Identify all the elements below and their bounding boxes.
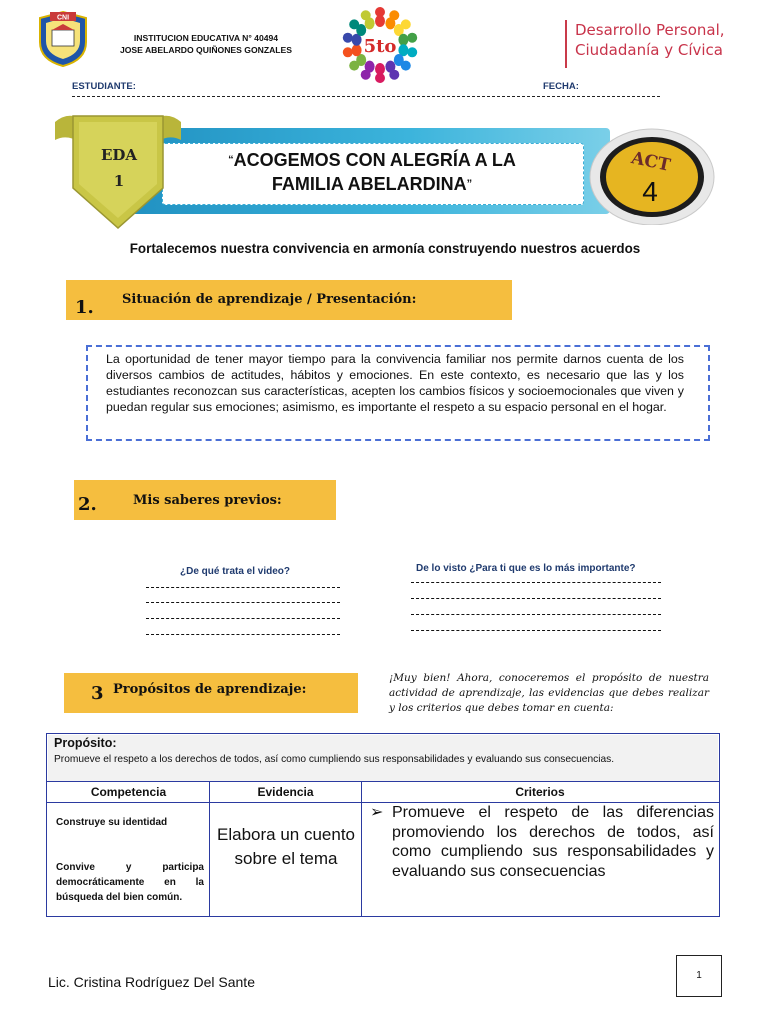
ring-person-body-icon [356,24,366,36]
logo-text: CNI [56,14,70,22]
section2-number: 2. [78,494,97,515]
ring-person-body-icon [365,61,375,73]
school-line-2: JOSE ABELARDO QUIÑONES GONZALES [119,45,293,55]
ring-person-icon [343,47,353,57]
section2-heading: Mis saberes previos: [133,493,282,508]
title-line-2: FAMILIA ABELARDINA [271,174,467,194]
answer-line-right-4[interactable] [411,630,661,632]
answer-line-left-4[interactable] [146,634,340,636]
school-logo [36,10,90,68]
arrow-bullet-icon: ➢ [370,804,384,821]
table-column-divider [361,781,362,917]
section3-number: 3 [91,683,104,704]
ring-person-body-icon [385,61,395,73]
student-fill-line[interactable] [72,96,660,97]
answer-line-right-1[interactable] [411,582,661,584]
ring-person-body-icon [352,44,362,56]
page-number: 1 [676,955,722,997]
title-open-quote: “ [228,154,234,166]
activity-title [165,148,579,196]
ring-person-icon [407,47,417,57]
question-right: De lo visto ¿Para ti que es lo más importante? [416,563,636,574]
section1-number: 1. [75,297,94,318]
act-number: 4 [642,176,658,207]
grade-logo [330,4,430,84]
school-name [96,32,316,56]
section3-note: ¡Muy bien! Ahora, conoceremos el propósito de nuestra actividad de aprendizaje, las evidencias que debes realizar y los criterios que debes tomar en cuenta: [389,672,709,714]
date-label: FECHA: [543,81,579,92]
eda-label [80,142,158,194]
header-criterios: Criterios [515,785,565,799]
answer-line-left-2[interactable] [146,602,340,604]
title-line-1: ACOGEMOS CON ALEGRÍA A LA [233,150,516,170]
header-competencia: Competencia [90,785,167,799]
eda-number: 1 [113,172,125,190]
answer-line-left-1[interactable] [146,587,340,589]
table-divider [46,781,720,782]
ring-person-icon [407,33,417,43]
ring-person-body-icon [375,63,385,75]
section1-heading: Situación de aprendizaje / Presentación: [122,292,417,307]
evidence-text: Elabora un cuento sobre el tema [217,825,355,868]
answer-line-right-3[interactable] [411,614,661,616]
ring-person-body-icon [375,15,385,27]
answer-line-right-2[interactable] [411,598,661,600]
act-badge [588,125,716,225]
title-close-quote: ” [466,178,473,190]
criteria-item [370,803,716,880]
situation-text: La oportunidad de tener mayor tiempo para la convivencia familiar nos permite darnos cuenta de los diversos cambios de actitudes, hábitos y emociones. En este contexto, es necesario que las y los estudiantes reconozcan sus características, acepten los cambios físicos y socioemocionales que viven y puedan regular sus emociones; asimismo, es importante el respeto a su espacio personal en el hogar. [106,352,684,414]
student-label: ESTUDIANTE: [72,81,136,92]
teacher-name: Lic. Cristina Rodríguez Del Sante [48,974,255,990]
subject-line-1: Desarrollo Personal, [575,21,725,39]
answer-line-left-3[interactable] [146,618,340,620]
purpose-label: Propósito: [54,736,117,750]
grade-badge: 5to [363,36,397,57]
ring-person-body-icon [385,17,395,29]
subject-line-2: Ciudadanía y Cívica [575,41,723,59]
criteria-text: Promueve el respeto de las diferencias promoviendo los derechos de todos, así como cumpliendo sus responsabilidades y evaluando sus consecuencias [392,804,714,880]
question-left: ¿De qué trata el video? [180,566,291,577]
table-column-divider [209,781,210,917]
subject-title [565,20,733,68]
eda-text: EDA [100,146,138,164]
purpose-text: Promueve el respeto a los derechos de todos, así como cumpliendo sus responsabilidades y evaluando sus consecuencias. [54,754,615,765]
section3-heading: Propósitos de aprendizaje: [113,682,307,697]
school-line-1: INSTITUCION EDUCATIVA N° 40494 [133,33,279,43]
competency-2: Convive y participa democráticamente en la búsqueda del bien común. [56,862,204,903]
ring-person-icon [343,33,353,43]
header-evidencia: Evidencia [257,785,314,799]
ring-person-body-icon [398,34,408,46]
act-label: ACT [629,148,673,176]
competency-1: Construye su identidad [56,817,168,828]
activity-subtitle: Fortalecemos nuestra convivencia en armonía construyendo nuestros acuerdos [129,241,641,256]
ring-person-body-icon [365,17,375,29]
